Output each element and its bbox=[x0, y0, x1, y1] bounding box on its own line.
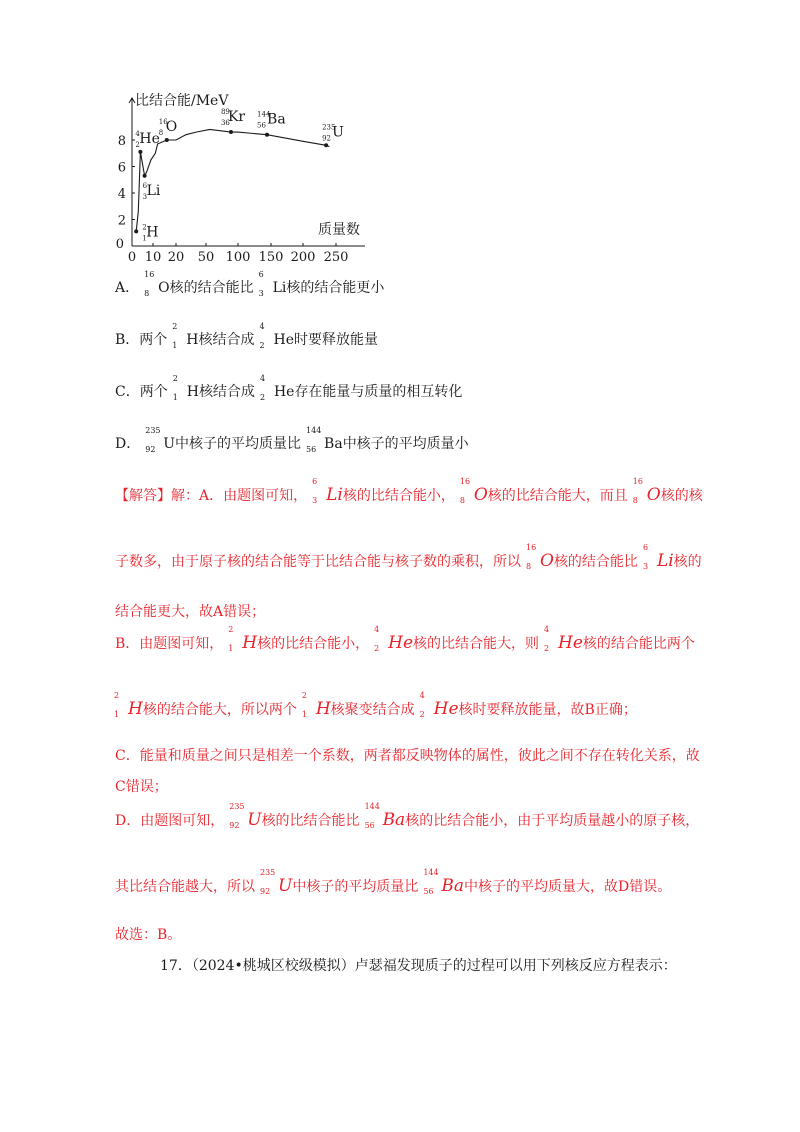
point-mass-label: 89 bbox=[220, 108, 230, 117]
x-tick-label: 10 bbox=[144, 250, 162, 265]
answer-text: 中核子的平均质量大，故D错误。 bbox=[463, 879, 672, 895]
point-charge-label: 3 bbox=[142, 192, 148, 201]
nuclide-he4: 4 2 He bbox=[419, 691, 459, 719]
answer-text: 核的结合能比 bbox=[553, 554, 638, 570]
answer-text: 子数多，由于原子核的结合能等于比结合能与核子数的乘积，所以 bbox=[115, 554, 521, 570]
nuclide-h2: 2 1 H bbox=[301, 691, 331, 719]
nuclide-he4: 4 2 He bbox=[259, 322, 295, 350]
nuclide-he4: 4 2 He bbox=[544, 625, 583, 653]
binding-energy-curve bbox=[136, 129, 332, 231]
option-text: 时要释放能量 bbox=[294, 332, 379, 348]
answer-text: 核的比结合能比 bbox=[261, 813, 360, 829]
nuclide-h2: 2 1 H bbox=[172, 322, 199, 350]
option-text: 中核子的平均质量小 bbox=[342, 436, 469, 452]
answer-b-line1 bbox=[115, 625, 695, 653]
data-point-kr bbox=[229, 130, 233, 134]
answer-text: 核的结合能大，所以两个 bbox=[142, 702, 297, 718]
answer-text: 核的比结合能大，而且 bbox=[487, 488, 628, 504]
point-charge-label: 2 bbox=[135, 140, 140, 149]
answer-text: C．能量和质量之间只是相差一个系数，两者都反映物体的属性，彼此之间不存在转化关系，故 bbox=[115, 748, 700, 764]
option-text: 核结合成 bbox=[198, 384, 255, 400]
answer-d-line1 bbox=[115, 802, 700, 830]
answer-text: 其比结合能越大，所以 bbox=[115, 879, 255, 895]
nuclide-li6: 6 3 Li bbox=[312, 477, 343, 505]
option-d bbox=[115, 426, 469, 454]
point-charge-label: 36 bbox=[220, 119, 230, 128]
answer-b-line2 bbox=[114, 691, 637, 719]
answer-text: 结合能更大，故A错误； bbox=[115, 604, 266, 620]
question-17 bbox=[160, 957, 677, 975]
nuclide-ba144: 144 56 Ba bbox=[364, 802, 406, 830]
point-charge-label: 92 bbox=[322, 134, 332, 143]
nuclide-u235: 235 92 U bbox=[145, 426, 176, 454]
chart-ticks bbox=[116, 134, 349, 265]
answer-text: 【解答】解：A．由题图可知， bbox=[115, 488, 308, 504]
nuclide-u235: 235 92 U bbox=[229, 802, 262, 830]
data-point-li bbox=[143, 174, 147, 178]
nuclide-ba144: 144 56 Ba bbox=[306, 426, 343, 454]
point-mass-label: 6 bbox=[142, 181, 148, 190]
y-tick-label: 2 bbox=[117, 213, 126, 229]
answer-text: 核时要释放能量，故B正确； bbox=[458, 702, 637, 718]
chart-points bbox=[134, 108, 344, 242]
nuclide-o16: 16 8 O bbox=[459, 477, 488, 505]
answer-c-line2 bbox=[115, 778, 168, 796]
data-point-u bbox=[324, 143, 328, 147]
x-tick-label: 200 bbox=[290, 250, 316, 265]
option-text: 中核子的平均质量比 bbox=[175, 436, 302, 452]
nuclide-li6: 6 3 Li bbox=[258, 270, 287, 298]
point-charge-label: 8 bbox=[158, 129, 164, 137]
data-point-he bbox=[138, 150, 142, 154]
option-text: 核结合成 bbox=[198, 332, 255, 348]
answer-text: 核的比结合能小，由于平均质量越小的原子核， bbox=[405, 813, 700, 829]
x-tick-label: 20 bbox=[167, 250, 185, 265]
point-mass-label: 144 bbox=[257, 110, 271, 119]
y-tick-label: 8 bbox=[117, 134, 126, 149]
point-symbol-label: U bbox=[332, 124, 344, 141]
answer-text: 核的比结合能小， bbox=[257, 636, 370, 652]
answer-text: 核的比结合能大，则 bbox=[413, 636, 540, 652]
answer-choice bbox=[115, 926, 181, 944]
x-tick-label: 0 bbox=[127, 250, 137, 265]
nuclide-he4: 4 2 He bbox=[374, 625, 414, 653]
option-letter: C．两个 bbox=[115, 384, 168, 400]
answer-text: D．由题图可知， bbox=[115, 813, 225, 829]
answer-d-line2 bbox=[115, 868, 672, 896]
answer-text: 核的结合能比两个 bbox=[582, 636, 695, 652]
data-point-ba bbox=[265, 133, 269, 137]
point-charge-label: 1 bbox=[142, 234, 147, 243]
nuclide-li6: 6 3 Li bbox=[642, 543, 674, 571]
point-mass-label: 235 bbox=[322, 123, 336, 132]
answer-text: 核聚变结合成 bbox=[330, 702, 415, 718]
x-tick-label: 250 bbox=[323, 250, 349, 265]
option-b bbox=[115, 322, 379, 350]
nuclide-o16: 16 8 O bbox=[632, 477, 661, 505]
nuclide-h2: 2 1 H bbox=[114, 691, 143, 719]
answer-a-line2 bbox=[115, 543, 702, 571]
point-mass-label: 2 bbox=[142, 223, 147, 232]
point-mass-label: 4 bbox=[135, 129, 140, 138]
answer-text: 核的比结合能小， bbox=[342, 488, 455, 504]
nuclide-h2: 2 1 H bbox=[172, 374, 199, 402]
answer-text: 中核子的平均质量比 bbox=[292, 879, 419, 895]
answer-text: 核的核 bbox=[660, 488, 703, 504]
nuclide-o16: 16 8 O bbox=[144, 270, 170, 298]
nuclide-ba144: 144 56 Ba bbox=[423, 868, 464, 896]
point-symbol-label: Kr bbox=[227, 109, 246, 126]
data-point-h bbox=[134, 229, 138, 233]
answer-a-line1 bbox=[115, 477, 703, 505]
nuclide-he4: 4 2 He bbox=[259, 374, 295, 402]
option-letter: B．两个 bbox=[115, 332, 168, 348]
y-tick-label: 0 bbox=[115, 237, 124, 252]
chart-curve bbox=[136, 129, 332, 231]
point-mass-label: 16 bbox=[158, 118, 168, 126]
nuclide-o16: 16 8 O bbox=[526, 543, 554, 571]
nuclide-u235: 235 92 U bbox=[260, 868, 293, 896]
x-tick-label: 50 bbox=[197, 250, 215, 265]
point-symbol-label: O bbox=[165, 119, 178, 135]
data-point-o bbox=[165, 138, 169, 142]
option-a bbox=[115, 270, 385, 298]
question-text: 17．（2024•桃城区校级模拟）卢瑟福发现质子的过程可以用下列核反应方程表示： bbox=[160, 958, 677, 974]
answer-text: B．由题图可知， bbox=[115, 636, 224, 652]
answer-c-line1 bbox=[115, 747, 700, 765]
point-charge-label: 56 bbox=[257, 121, 266, 130]
option-text: 存在能量与质量的相互转化 bbox=[294, 384, 463, 400]
point-symbol-label: Li bbox=[146, 182, 161, 199]
point-symbol-label: Ba bbox=[267, 111, 286, 128]
answer-text: 故选：B。 bbox=[115, 927, 182, 943]
option-text: 核的结合能比 bbox=[169, 280, 254, 296]
y-tick-label: 6 bbox=[117, 160, 126, 176]
x-axis-label: 质量数 bbox=[318, 222, 360, 238]
answer-text: C错误； bbox=[115, 779, 168, 795]
y-tick-label: 4 bbox=[117, 187, 126, 202]
answer-a-line3 bbox=[115, 603, 265, 621]
option-letter: A． bbox=[115, 280, 140, 296]
option-letter: D． bbox=[115, 436, 141, 452]
nuclide-h2: 2 1 H bbox=[228, 625, 258, 653]
point-symbol-label: He bbox=[139, 130, 160, 147]
point-symbol-label: H bbox=[146, 224, 159, 241]
option-c bbox=[115, 374, 463, 402]
binding-energy-chart bbox=[110, 90, 370, 268]
x-tick-label: 100 bbox=[225, 250, 251, 265]
option-text: 核的结合能更小 bbox=[286, 280, 385, 296]
y-axis-label: 比结合能/MeV bbox=[135, 93, 229, 109]
x-tick-label: 150 bbox=[258, 250, 284, 265]
answer-text: 核的 bbox=[673, 554, 702, 570]
